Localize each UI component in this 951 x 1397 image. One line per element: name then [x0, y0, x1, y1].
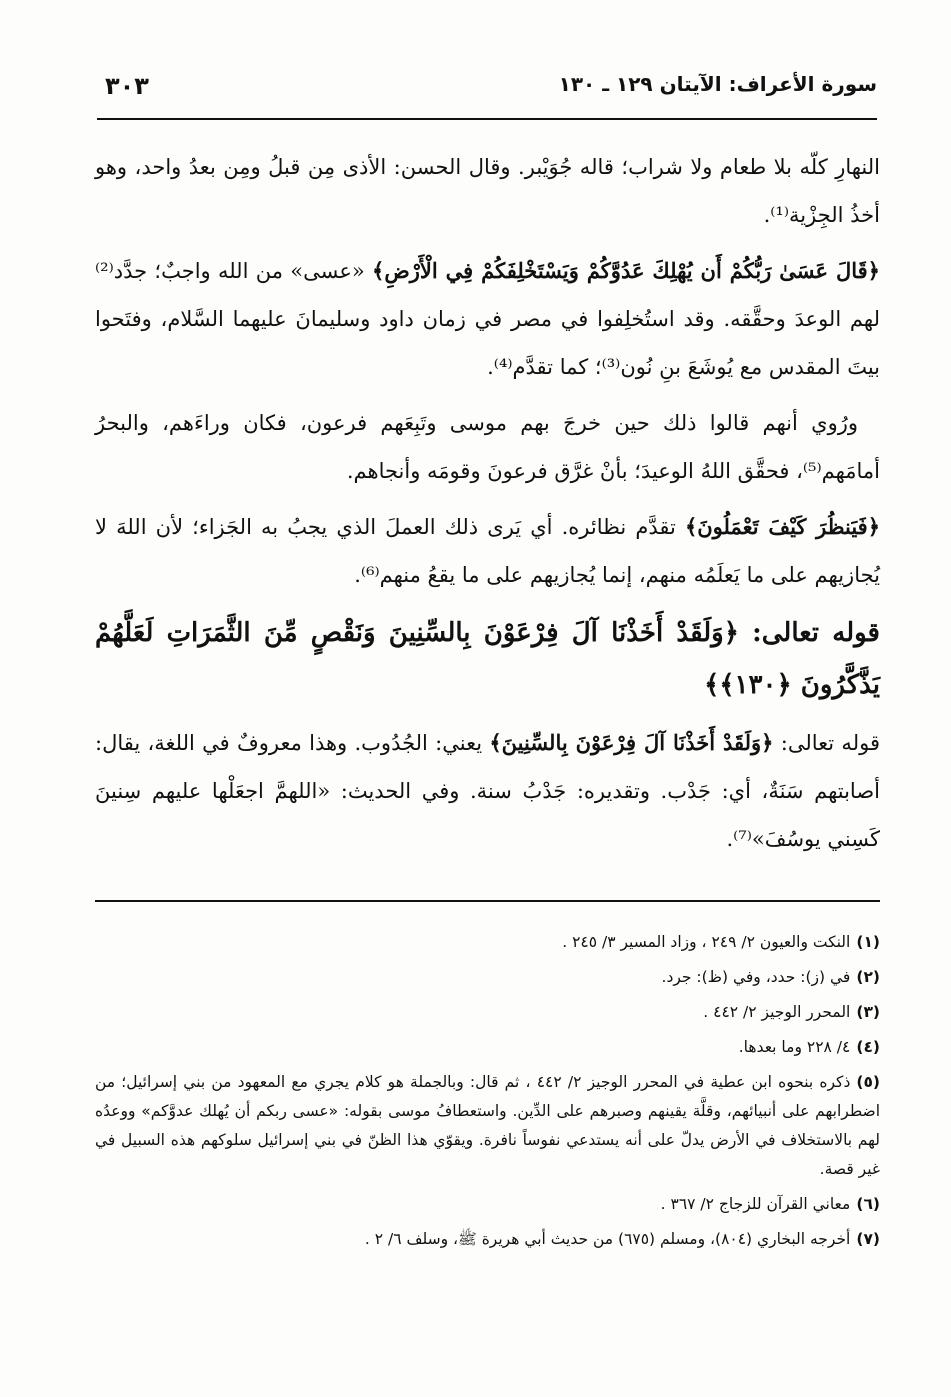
main-text — [95, 143, 880, 871]
footnote-text: معاني القرآن للزجاج ٢/ ٣٦٧ . — [660, 1195, 851, 1213]
footnote — [95, 963, 880, 992]
footnote-number: (٤) — [856, 1038, 880, 1056]
footnote — [95, 998, 880, 1027]
footnote-text: ذكره بنحوه ابن عطية في المحرر الوجيز ٢/ ٤٤٢ ، ثم قال: وبالجملة هو كلام يجري مع المعهود من بني إسرائيل؛ من اضطرابهم على أنبيائهم، وقلَّة يقينهم وصبرهم على الدِّين. واستعطافُ موسى بقوله: «عسى ربكم أن يُهلك عدوَّكم» ووعدُه لهم بالاستخلاف في الأرض يدلّ على أنه يستدعي نفوساً نافرة. ويقوّي هذا الظنّ في بني إسرائيل سلوكهم هذه السبيل في غير قصة. — [95, 1073, 880, 1178]
footnote-text: النكت والعيون ٢/ ٢٤٩ ، وزاد المسير ٣/ ٢٤٥ . — [562, 933, 851, 951]
quran-verse: ﴿قَالَ عَسَىٰ رَبُّكُمْ أَن يُهْلِكَ عَدُوَّكُمْ وَيَسْتَخْلِفَكُمْ فِي الْأَرْضِ﴾ — [372, 258, 880, 283]
paragraph-3-text: ورُوي أنهم قالوا ذلك حين خرجَ بهم موسى وتَبِعَهم فرعون، فكان وراءَهم، والبحرُ أمامَهم⁽⁵⁾، فحقَّق اللهُ الوعيدَ؛ بأنْ غرَّق فرعونَ وقومَه وأنجاهم. — [95, 411, 880, 483]
footnotes — [95, 928, 880, 1260]
footnote — [95, 928, 880, 957]
footnote-text: أخرجه البخاري (٨٠٤)، ومسلم (٦٧٥) من حديث أبي هريرة ﷺ، وسلف ٦/ ٢ . — [364, 1230, 851, 1248]
paragraph-1 — [95, 143, 880, 239]
footnote-number: (٢) — [856, 968, 880, 986]
paragraph-1-text: النهارِ كلّه بلا طعام ولا شراب؛ قاله جُوَيْبر. وقال الحسن: الأذى مِن قبلُ ومِن بعدُ واحد، وهو أخذُ الجِزْية⁽¹⁾. — [95, 155, 880, 227]
paragraph-5-text: يعني: الجُدُوب. وهذا معروفٌ في اللغة، يقال: أصابتهم سَنَةٌ، أي: جَدْب. وتقديره: جَدْبُ سنة. وفي الحديث: «اللهمَّ اجعَلْها عليهم سِنينَ كَسِني يوسُفَ»⁽⁷⁾. — [95, 731, 880, 851]
verse-heading-label: قوله تعالى: — [752, 618, 880, 648]
footnote-number: (٦) — [856, 1195, 880, 1213]
paragraph-4 — [95, 503, 880, 599]
paragraph-4-text: تقدَّم نظائره. أي يَرى ذلك العملَ الذي يجبُ به الجَزاء؛ لأن اللهَ لا يُجازيهم على ما يَعلَمُه منهم، إنما يُجازيهم على ما يقعُ منهم⁽⁶⁾. — [95, 515, 880, 587]
footnote-text: في (ز): حدد، وفي (ظ): جرد. — [661, 968, 851, 986]
footnote-text: المحرر الوجيز ٢/ ٤٤٢ . — [703, 1003, 851, 1021]
footnote-number: (٧) — [856, 1230, 880, 1248]
footnote-divider — [95, 900, 880, 902]
footnote — [95, 1068, 880, 1184]
quran-verse: ﴿فَيَنظُرَ كَيْفَ تَعْمَلُونَ﴾ — [684, 514, 880, 539]
paragraph-5-label: قوله تعالى: — [780, 731, 880, 755]
verse-heading-text: ﴿وَلَقَدْ أَخَذْنَا آلَ فِرْعَوْنَ بِالسِّنِينَ وَنَقْصٍ مِّنَ الثَّمَرَاتِ لَعَلَّهُمْ يَذَّكَّرُونَ ﴿١٣٠﴾﴾ — [95, 618, 880, 700]
verse-heading — [95, 607, 880, 711]
quran-verse: ﴿وَلَقَدْ أَخَذْنَا آلَ فِرْعَوْنَ بِالسِّنِينَ﴾ — [489, 730, 774, 755]
paragraph-2 — [95, 247, 880, 391]
footnote — [95, 1225, 880, 1254]
paragraph-2-text: «عسى» من الله واجبٌ؛ جدَّد⁽²⁾ لهم الوعدَ وحقَّقه. وقد استُخلِفوا في مصر في زمان داود وسليمانَ عليهما السَّلام، وفتَحوا بيتَ المقدس مع يُوشَعَ بنِ نُون⁽³⁾؛ كما تقدَّم⁽⁴⁾. — [95, 259, 880, 379]
header-title: سورة الأعراف: الآيتان ١٢٩ ـ ١٣٠ — [558, 72, 877, 96]
footnote — [95, 1190, 880, 1219]
paragraph-3 — [95, 399, 880, 495]
footnote-number: (١) — [856, 933, 880, 951]
footnote-number: (٥) — [856, 1073, 880, 1091]
footnote-text: ٤/ ٢٢٨ وما بعدها. — [738, 1038, 851, 1056]
paragraph-5 — [95, 719, 880, 863]
running-header — [97, 66, 877, 120]
page-number: ٣٠٣ — [105, 72, 149, 100]
footnote-number: (٣) — [856, 1003, 880, 1021]
footnote — [95, 1033, 880, 1062]
